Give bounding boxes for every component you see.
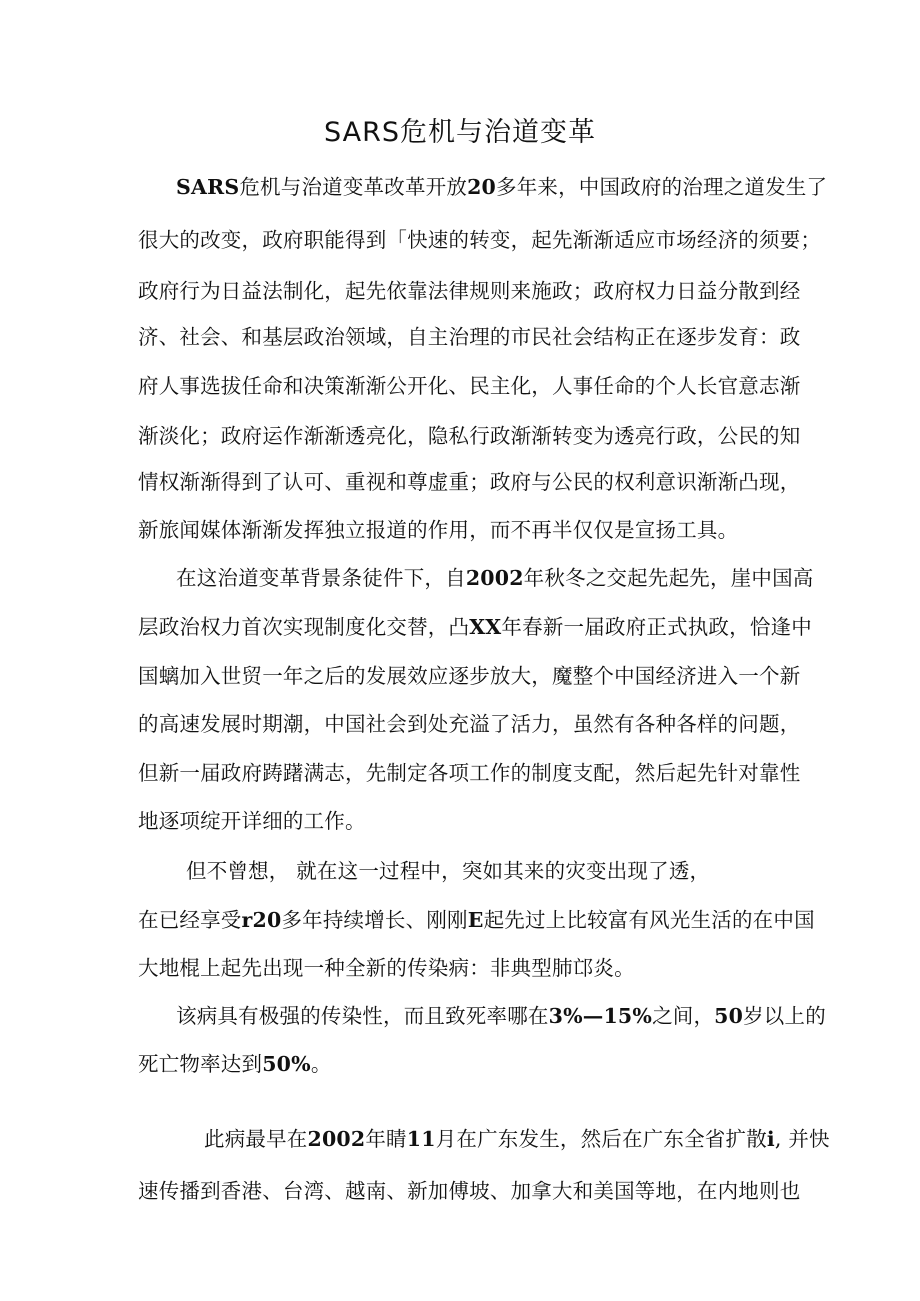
- paragraph-line: 死亡物率达到50%。: [138, 1052, 332, 1076]
- paragraph-line: 府人事选拔任命和决策渐渐公开化、民主化，人事任命的个人长官意志渐: [138, 374, 801, 398]
- paragraph-line: 渐淡化；政府运作渐渐透亮化，隐私行政渐渐转变为透亮行政，公民的知: [138, 424, 801, 448]
- paragraph-line: 的高速发展时期潮，中国社会到处充溢了活力，虽然有各种各样的问题，: [138, 712, 801, 736]
- paragraph-line: 此病最早在2002年睛11月在广东发生，然后在广东全省扩散i, 并快: [204, 1127, 830, 1151]
- paragraph-line: 情权渐渐得到了认可、重视和尊虚重；政府与公民的权利意识渐渐凸现，: [138, 470, 801, 494]
- paragraph-line: 在已经享受r20多年持续增长、刚刚E起先过上比较富有风光生活的在中国: [138, 908, 815, 932]
- paragraph-line: SARS危机与治道变革改革开放20多年来，中国政府的治理之道发生了: [176, 175, 828, 199]
- paragraph-line: 速传播到香港、台湾、越南、新加傅坡、加拿大和美国等地，在内地则也: [138, 1179, 801, 1203]
- paragraph-line: 地逐项绽开详细的工作。: [138, 809, 366, 833]
- paragraph-line: 大地棍上起先出现一种全新的传染病：非典型肺邙炎。: [138, 956, 635, 980]
- paragraph-line: 但不曾想， 就在这一过程中，突如其来的灾变出现了透，: [186, 859, 711, 883]
- paragraph-line: 该病具有极强的传染性，而且致死率哪在3%—15%之间，50岁以上的: [176, 1004, 826, 1028]
- paragraph-line: 济、社会、和基层政治领域，自主治理的市民社会结构正在逐步发育：政: [138, 325, 801, 349]
- paragraph-line: 很大的改变，政府职能得到「快速的转变，起先渐渐适应市场经济的须要；: [138, 228, 822, 252]
- paragraph-line: 国螭加入世贸一年之后的发展效应逐步放大，魔整个中国经济进入一个新: [138, 664, 801, 688]
- paragraph-line: 政府行为日益法制化，起先依靠法律规则来施政；政府权力日益分散到经: [138, 279, 801, 303]
- paragraph-line: 但新一届政府踌躇满志，先制定各项工作的制度支配，然后起先针对靠性: [138, 761, 801, 785]
- paragraph-line: 新旅闻媒体渐渐发挥独立报道的作用，而不再半仅仅是宣扬工具。: [138, 518, 739, 542]
- document-title: SARS危机与治道变革: [323, 117, 596, 148]
- paragraph-line: 层政治权力首次实现制度化交替，凸XX年春新一届政府正式执政，恰逢中: [138, 615, 812, 639]
- paragraph-line: 在这治道变革背景条徒件下，自2002年秋冬之交起先起先，崖中国高: [176, 566, 814, 590]
